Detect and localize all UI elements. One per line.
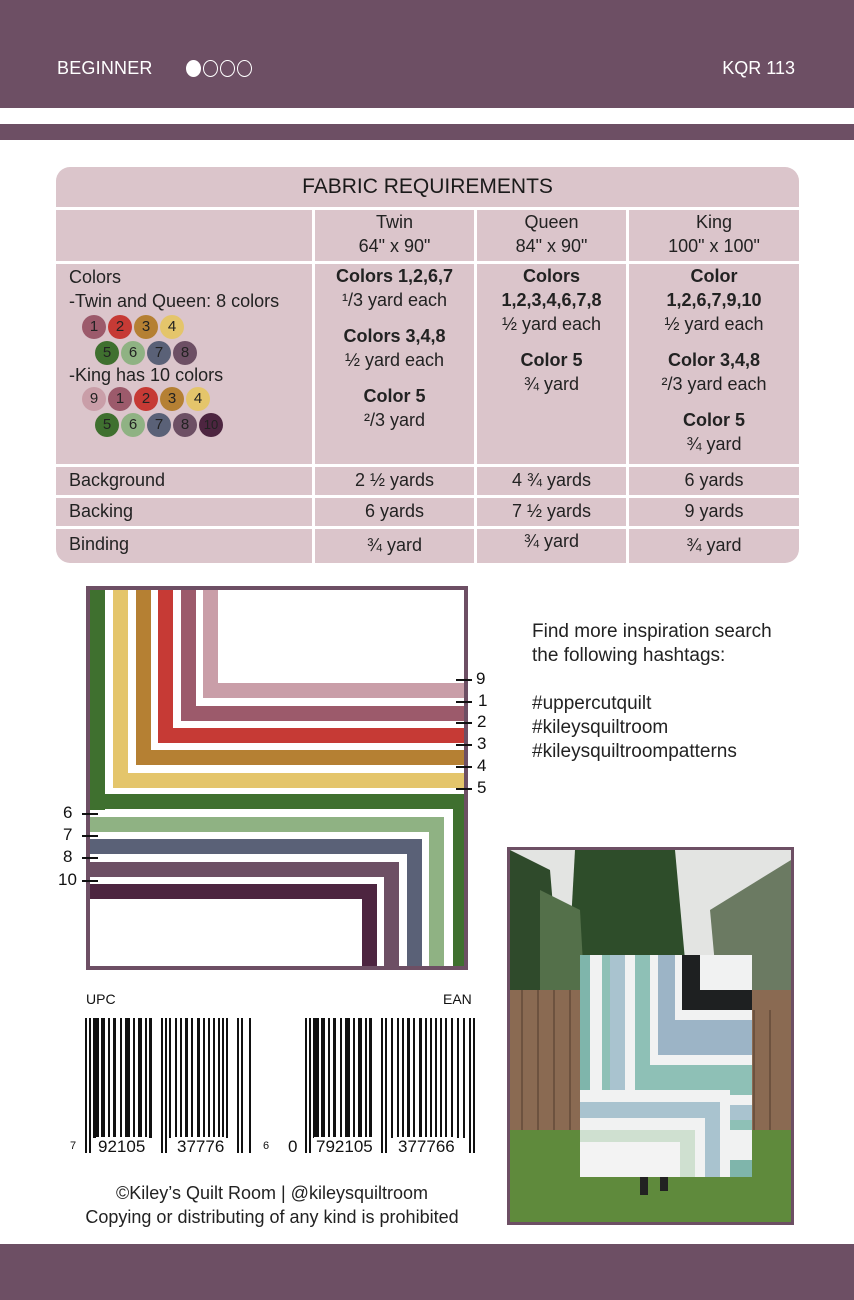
swatch-1: 1: [82, 315, 106, 339]
strip-color-6-horizontal: [90, 817, 444, 832]
upc-digits-group-2: 37776: [177, 1137, 225, 1156]
ean-barcode: [305, 1018, 477, 1153]
swatch-7: 7: [147, 413, 171, 437]
backing-king: 9 yards: [629, 498, 799, 526]
quilt-photo-image: [510, 850, 791, 1222]
swatch-5: 5: [95, 341, 119, 365]
row-label-backing: Backing: [56, 498, 312, 526]
label-tick: [82, 813, 98, 815]
strip-color-9-vertical: [203, 590, 218, 698]
copy-notice: Copying or distributing of any kind is prohibited: [85, 1207, 459, 1227]
diagram-label-3: 3: [477, 734, 487, 753]
diagram-label-4: 4: [477, 756, 487, 775]
diagram-label-9: 9: [476, 669, 486, 688]
diagram-label-6: 6: [63, 803, 73, 822]
difficulty-dot-empty-icon: [220, 60, 235, 77]
swatch-10: 10: [199, 413, 223, 437]
colors-label-cell: Colors -Twin and Queen: 8 colors 1 2 3 4 5 6 7 8 -King has 10 colors 9 1 2 3 4 5 6 7 8 10: [56, 264, 312, 464]
label-tick: [456, 701, 472, 703]
hashtag: #uppercutquilt: [532, 693, 652, 714]
label-tick: [456, 722, 472, 724]
strip-color-10-vertical: [362, 884, 377, 970]
strip-color-4-vertical: [113, 590, 128, 788]
diagram-label-5: 5: [477, 778, 487, 797]
diagram-label-7: 7: [63, 825, 73, 844]
ean-label: EAN: [443, 991, 472, 1007]
diagram-label-8: 8: [63, 847, 73, 866]
label-tick: [456, 744, 472, 746]
difficulty-indicator: [186, 60, 252, 77]
swatch-8: 8: [173, 413, 197, 437]
swatch-row-king-1: [82, 387, 312, 411]
strip-color-1-horizontal: [181, 706, 468, 721]
swatch-2: 2: [108, 315, 132, 339]
column-header-queen: Queen 84" x 90": [477, 210, 626, 261]
label-tick: [82, 857, 98, 859]
colors-king-cell: Color 1,2,6,7,9,10 ½ yard each Color 3,4,8 ²/3 yard each Color 5 ¾ yard: [629, 264, 799, 464]
swatch-7: 7: [147, 341, 171, 365]
swatch-row-twin-queen-1: [82, 315, 312, 339]
footer-bar: [0, 1244, 854, 1300]
difficulty-dot-empty-icon: [203, 60, 218, 77]
strip-color-2-horizontal: [158, 728, 468, 743]
strip-color-7-horizontal: [90, 839, 422, 854]
strip-color-5-right: [453, 794, 468, 970]
hashtags-intro-line-1: Find more inspiration search: [532, 621, 772, 642]
quilt-layout-diagram: [86, 586, 468, 970]
label-tick: [82, 880, 98, 882]
label-tick: [82, 835, 98, 837]
strip-color-1-vertical: [181, 590, 196, 721]
header-empty-cell: [56, 210, 312, 261]
backing-queen: 7 ½ yards: [477, 498, 626, 526]
upc-barcode: [85, 1018, 255, 1153]
hashtags-intro-line-2: the following hashtags:: [532, 645, 726, 666]
upc-label: UPC: [86, 991, 116, 1007]
upc-barcode-bars: [85, 1018, 255, 1153]
strip-color-6-vertical: [429, 817, 444, 970]
swatch-6: 6: [121, 341, 145, 365]
difficulty-dot-filled-icon: [186, 60, 201, 77]
strip-color-4-horizontal: [113, 773, 468, 788]
swatch-4: 4: [186, 387, 210, 411]
strip-color-5-horizontal: [90, 794, 468, 809]
swatch-1: 1: [108, 387, 132, 411]
table-title: FABRIC REQUIREMENTS: [56, 167, 799, 207]
backing-twin: 6 yards: [315, 498, 474, 526]
label-tick: [456, 679, 472, 681]
strip-color-5-vertical: [90, 590, 105, 810]
strip-color-8-vertical: [384, 862, 399, 970]
diagram-label-1: 1: [478, 691, 488, 710]
swatch-6: 6: [121, 413, 145, 437]
ean-digits-group-1: 792105: [316, 1137, 373, 1156]
swatch-row-king-2: [95, 413, 312, 437]
copyright-line: ©Kiley’s Quilt Room | @kileysquiltroom: [116, 1183, 428, 1203]
ean-digits-group-2: 377766: [398, 1137, 455, 1156]
label-tick: [456, 788, 472, 790]
column-header-twin: Twin 64" x 90": [315, 210, 474, 261]
strip-color-3-vertical: [136, 590, 151, 765]
column-header-king: King 100" x 100": [629, 210, 799, 261]
hashtags-section: [532, 620, 772, 764]
row-label-background: Background: [56, 467, 312, 495]
upc-digits-group-1: 92105: [98, 1137, 146, 1156]
swatch-3: 3: [134, 315, 158, 339]
ean-barcode-bars: [305, 1018, 477, 1153]
fabric-requirements-table: [56, 167, 799, 563]
background-twin: 2 ½ yards: [315, 467, 474, 495]
colors-queen-cell: Colors 1,2,3,4,6,7,8 ½ yard each Color 5 ¾ yard: [477, 264, 626, 464]
swatch-3: 3: [160, 387, 184, 411]
diagram-label-2: 2: [477, 712, 487, 731]
strip-color-8-horizontal: [90, 862, 399, 877]
strip-color-7-vertical: [407, 839, 422, 970]
header-stripe: [0, 124, 854, 140]
binding-queen: ¾ yard: [477, 529, 626, 563]
ean-digit-left: 0: [288, 1137, 298, 1156]
row-label-binding: Binding: [56, 529, 312, 563]
header-bar: [0, 0, 854, 108]
strip-color-3-horizontal: [136, 750, 468, 765]
binding-king: ¾ yard: [629, 529, 799, 563]
swatch-4: 4: [160, 315, 184, 339]
colors-twin-cell: Colors 1,2,6,7 ¹/3 yard each Colors 3,4,8 ½ yard each Color 5 ²/3 yard: [315, 264, 474, 464]
upc-digit-right: 6: [263, 1140, 270, 1152]
skill-level-label: BEGINNER: [57, 58, 153, 78]
hashtag: #kileysquiltroom: [532, 717, 669, 738]
label-tick: [456, 766, 472, 768]
difficulty-dot-empty-icon: [237, 60, 252, 77]
background-queen: 4 ¾ yards: [477, 467, 626, 495]
swatch-2: 2: [134, 387, 158, 411]
hashtag: #kileysquiltroompatterns: [532, 741, 737, 762]
background-king: 6 yards: [629, 467, 799, 495]
swatch-9: 9: [82, 387, 106, 411]
quilt-photo: [507, 847, 794, 1225]
swatch-row-twin-queen-2: [95, 341, 312, 365]
strip-color-2-vertical: [158, 590, 173, 743]
pattern-code: KQR 113: [722, 58, 795, 78]
swatch-8: 8: [173, 341, 197, 365]
binding-twin: ¾ yard: [315, 529, 474, 563]
upc-digit-left: 7: [70, 1140, 77, 1152]
swatch-5: 5: [95, 413, 119, 437]
diagram-label-10: 10: [58, 870, 77, 889]
strip-color-10-horizontal: [90, 884, 377, 899]
strip-color-9-horizontal: [203, 683, 468, 698]
